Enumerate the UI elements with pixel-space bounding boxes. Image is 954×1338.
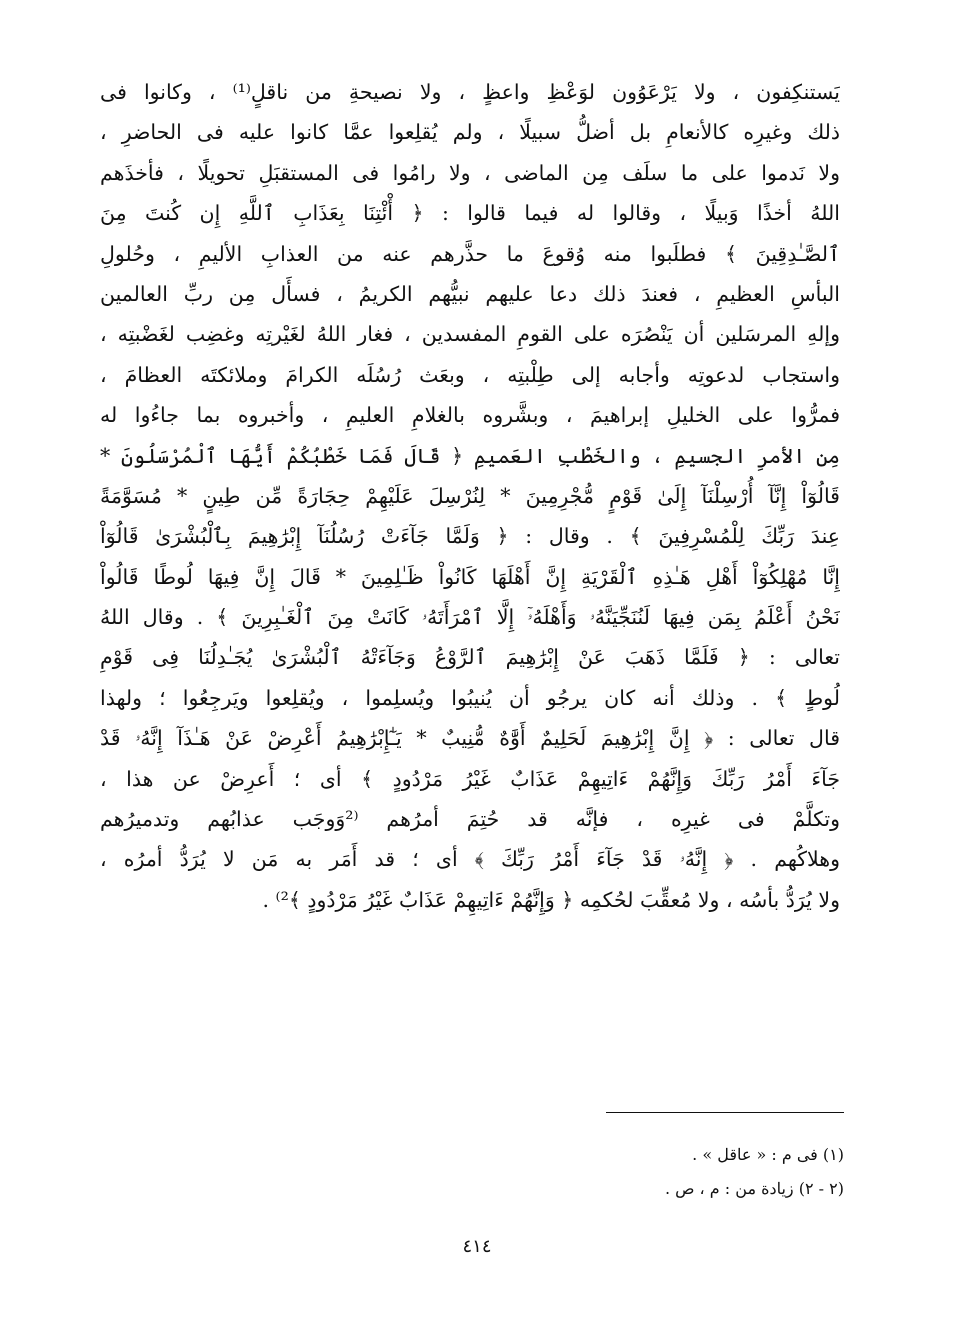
text-line: قال تعالى : ﴿ إِنَّ إِبْرَٰهِيمَ لَحَلِيمٌ أَوَّٰهٌ مُّنِيبٌ * يَـٰٓإِبْرَٰهِيمُ أَعْرِضْ عَنْ هَـٰذَآ إِنَّهُۥ قَدْ: [100, 726, 840, 751]
text-line: فمرُّوا على الخليلِ إبراهيمَ ، وبشَّروه بالغلامِ العليمِ ، وأخبروه بما جاءُوا له: [100, 403, 840, 428]
footnote-2: (٢ - ٢) زيادة من : م ، ص .: [664, 1179, 844, 1198]
footnote-divider: [606, 1112, 844, 1113]
text-line: ولا يُرَدُّ بأسُه ، ولا مُعقِّبَ لحُكمِه ﴿ وَإِنَّهُمْ ءَاتِيهِمْ عَذَابٌ غَيْرُ مَرْدُودٍ ﴾²⁾ .: [262, 887, 840, 912]
text-line: إِنَّا مُهْلِكُوٓاْ أَهْلِ هَـٰذِهِ ٱلْقَرْيَةِ إِنَّ أَهْلَهَا كَانُواْ ظَـٰلِمِينَ * قَالَ إِنَّ فِيهَا لُوطًا قَالُواْ: [100, 564, 840, 589]
text-line: يَستنكِفون ، ولا يَرْعَوُون لوَعْظِ واعظٍ ، ولا نصيحةِ من ناقلٍ⁽¹⁾ ، وكانوا فى: [100, 80, 840, 104]
text-line: قَالُوٓاْ إِنَّآ أُرْسِلْنَآ إِلَىٰ قَوْمٍ مُّجْرِمِينَ * لِنُرْسِلَ عَلَيْهِمْ حِجَارَةً مِّن طِينٍ * مُسَوَّمَةً: [100, 483, 840, 508]
text-line: ولا نَدموا على ما سلَف مِن الماضى ، ولا رامُوا فى المستقبَلِ تحويلًا ، فأخذَهم: [100, 160, 840, 185]
text-line: وتكلَّمْ فى غيرِه ، فإنَّه قد حُتِمَ أمرُهم ⁽²وَوجَب عذابُهم وتدميرُهم: [100, 807, 840, 832]
text-line: وإلهِ المرسَلين أن يَنْصُرَه على القومِ المفسدين ، فغار اللهُ لغَيْرتِه وغضِب لغَضْبتِه ،: [100, 322, 840, 347]
text-line: جَآءَ أَمْرُ رَبِّكَ وَإِنَّهُمْ ءَاتِيهِمْ عَذَابٌ غَيْرُ مَرْدُودٍ ﴾ أى ؛ أَعرِضْ عن هذا ،: [100, 766, 840, 791]
footnote-1: (١) فى م : « عاقل » .: [692, 1145, 844, 1164]
page-number: ٤١٤: [462, 1236, 492, 1257]
text-line: واستجاب لدعوتِه وأجابه إلى طِلْبتِه ، وبعَث رُسُلَه الكرامَ وملائكتَه العظامَ ،: [100, 362, 840, 387]
text-line: تعالى : ﴿ فَلَمَّا ذَهَبَ عَنْ إِبْرَٰهِيمَ ٱلرَّوْعُ وَجَآءَتْهُ ٱلْبُشْرَىٰ يُجَـٰدِلُنَا فِى قَوْمِ: [100, 645, 840, 670]
text-line: لُوطٍ ﴾ . وذلك أنه كان يرجُو أن يُنيبُوا ويُسلِموا ، ويُقلِعوا ويَرجِعُوا ؛ ولهذا: [100, 685, 840, 710]
text-line: البأسِ العظيمِ ، فعندَ ذلك دعا عليهم نبيُّهم الكريمُ ، فسأَل مِن ربِّ العالمين: [100, 281, 840, 306]
text-line: اللهُ أخذًا وَبيلًا ، وقالوا له فيما قالوا : ﴿ أْئْتِنَا بِعَذَابِ ٱللَّهِ إِن كُنتَ مِنَ: [100, 201, 840, 226]
text-line: عِندَ رَبِّكَ لِلْمُسْرِفِينَ ﴾ . وقال : ﴿ وَلَمَّا جَآءَتْ رُسُلُنَآ إِبْرَٰهِيمَ بِٱلْبُشْرَىٰ قَالُوٓاْ: [100, 524, 840, 549]
text-line: مِن الأمرِ الجسيمِ ، والخَطْبِ العَميمِ ﴿ قَالَ فَمَا خَطْبُكُمْ أَيُّهَا ٱلْمُرْسَلُونَ *: [100, 443, 840, 468]
text-line: وهلاكُهم . ﴿ إِنَّهُۥ قَدْ جَآءَ أَمْرُ رَبِّكَ ﴾ أى ؛ قد أَمَر به مَن لا يُرَدُّ أمرُه ،: [100, 847, 840, 872]
text-line: ذلك وغيرِه كالأنعامِ بل أضلُّ سبيلًا ، ولم يُقلِعوا عمَّا كانوا عليه فى الحاضرِ ،: [100, 120, 840, 145]
text-line: ٱلصَّـٰدِقِينَ ﴾ فطلَبوا منه وُقوعَ ما حذَّرهم عنه من العذابِ الأليمِ ، وحُلولِ: [100, 241, 840, 266]
text-line: نَحْنُ أَعْلَمُ بِمَن فِيهَا لَنُنَجِّيَنَّهُۥ وَأَهْلَهُۥٓ إِلَّا ٱمْرَأَتَهُۥ كَانَتْ مِنَ ٱلْغَـٰبِرِينَ ﴾ . وقال اللهُ: [100, 605, 840, 630]
footnotes: [344, 1138, 844, 1206]
main-text: [100, 72, 840, 920]
